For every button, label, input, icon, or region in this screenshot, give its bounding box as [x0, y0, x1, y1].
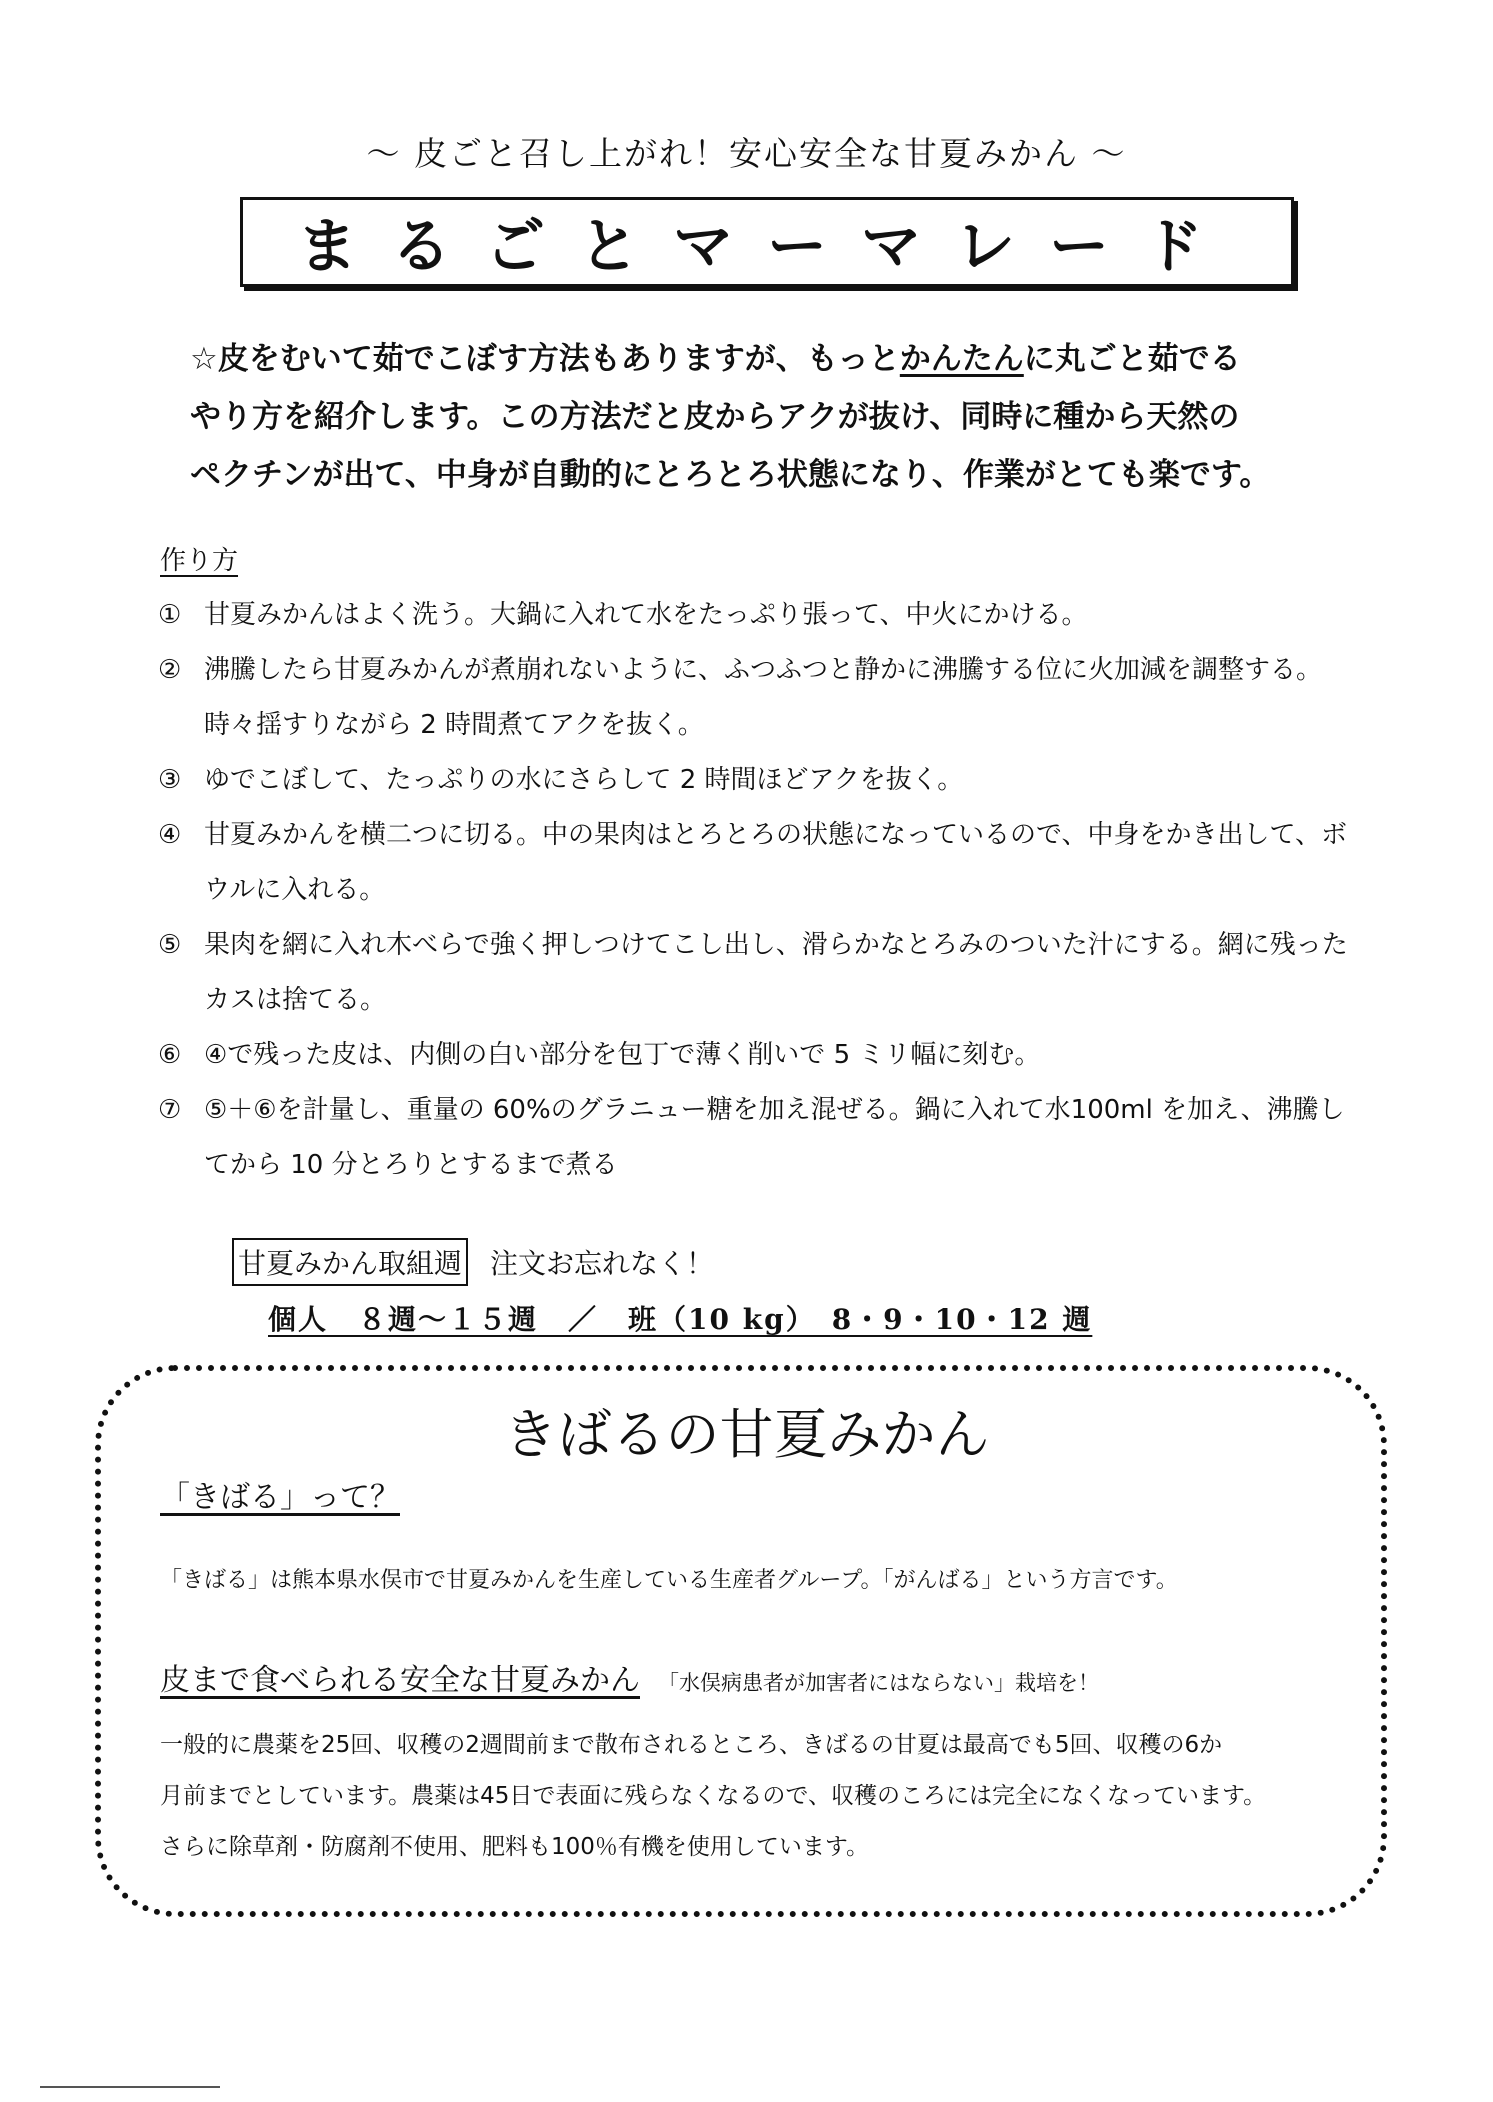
step-text: ⑤＋⑥を計量し、重量の 60%のグラニュー糖を加え混ぜる。鍋に入れて水100ml を加え、沸騰してから 10 分とろりとするまで煮る [204, 1095, 1345, 1180]
intro-line-2: やり方を紹介します。この方法だと皮からアクが抜け、同時に種から天然の [190, 399, 1240, 435]
kibaru-safety-text [160, 1720, 1340, 1873]
step-number: ① [158, 600, 182, 630]
step-text: ゆでこぼして、たっぷりの水にさらして 2 時間ほどアクを抜く。 [204, 765, 964, 795]
step-text: 沸騰したら甘夏みかんが煮崩れないように、ふつふつと静かに沸騰する位に火加減を調整する。時々揺すりながら 2 時間煮てアクを抜く。 [204, 655, 1323, 740]
step-text: ④で残った皮は、内側の白い部分を包丁で薄く削いで 5 ミリ幅に刻む。 [204, 1040, 1041, 1070]
step-number: ③ [158, 765, 182, 795]
step-number: ⑦ [158, 1095, 182, 1125]
title-box [240, 197, 1294, 287]
kibaru-safety-line-2: 月前までとしています。農薬は45日で表面に残らなくなるので、収穫のころには完全になくなっています。 [160, 1783, 1267, 1809]
intro-line-3: ペクチンが出て、中身が自動的にとろとろ状態になり、作業がとても楽です。 [190, 457, 1271, 493]
step-item [158, 1083, 1348, 1193]
step-item [158, 1028, 1348, 1083]
kibaru-safety-line-1: 一般的に農薬を25回、収穫の2週間前まで散布されるところ、きばるの甘夏は最高でも5回、収穫の6か [160, 1732, 1223, 1758]
step-number: ⑤ [158, 930, 182, 960]
page-title: まるごとマーマレード [297, 212, 1237, 282]
method-steps [158, 588, 1348, 1193]
intro-line-1 [190, 330, 1340, 388]
intro-emphasis: かんたん [899, 341, 1024, 377]
kibaru-about-text: 「きばる」は熊本県水俣市で甘夏みかんを生産している生産者グループ。「がんばる」という方言です。 [160, 1568, 1178, 1593]
method-heading: 作り方 [160, 546, 239, 576]
step-text: 果肉を網に入れ木べらで強く押しつけてこし出し、滑らかなとろみのついた汁にする。網に残ったカスは捨てる。 [204, 930, 1348, 1015]
step-item [158, 808, 1348, 918]
intro-line-1-end: に丸ごと茹でる [1023, 341, 1241, 377]
order-reminder: 注文お忘れなく！ [490, 1247, 715, 1280]
step-number: ② [158, 655, 182, 685]
footer-scan-mark [40, 2086, 220, 2088]
kibaru-heading-safety: 皮まで食べられる安全な甘夏みかん [160, 1663, 640, 1698]
kibaru-safety-line-3: さらに除草剤・防腐剤不使用、肥料も100％有機を使用しています。 [160, 1834, 870, 1860]
kibaru-safety-header [160, 1655, 1099, 1699]
kibaru-safety-note: 「水俣病患者が加害者にはならない」栽培を！ [658, 1671, 1099, 1695]
intro-paragraph [190, 330, 1340, 504]
step-item [158, 753, 1348, 808]
step-item [158, 918, 1348, 1028]
step-text: 甘夏みかんはよく洗う。大鍋に入れて水をたっぷり張って、中火にかける。 [204, 600, 1088, 630]
order-weeks [232, 1238, 1232, 1338]
intro-line-1-start: ☆皮をむいて茹でこぼす方法もありますが、もっと [190, 341, 900, 377]
step-number: ⑥ [158, 1040, 182, 1070]
page-subtitle: ～ 皮ごと召し上がれ！安心安全な甘夏みかん ～ [366, 134, 1127, 173]
step-number: ④ [158, 820, 182, 850]
kibaru-heading-about: 「きばる」って？ [160, 1480, 400, 1515]
kibaru-title: きばるの甘夏みかん [503, 1403, 990, 1466]
step-item [158, 643, 1348, 753]
step-text: 甘夏みかんを横二つに切る。中の果肉はとろとろの状態になっているので、中身をかき出して、ボウルに入れる。 [204, 820, 1347, 905]
order-schedule: 個人 ８週～１５週 ／ 班（10 kg） 8・9・10・12 週 [268, 1303, 1093, 1336]
order-weeks-label: 甘夏みかん取組週 [232, 1238, 468, 1286]
order-weeks-header [232, 1238, 1232, 1286]
step-item [158, 588, 1348, 643]
